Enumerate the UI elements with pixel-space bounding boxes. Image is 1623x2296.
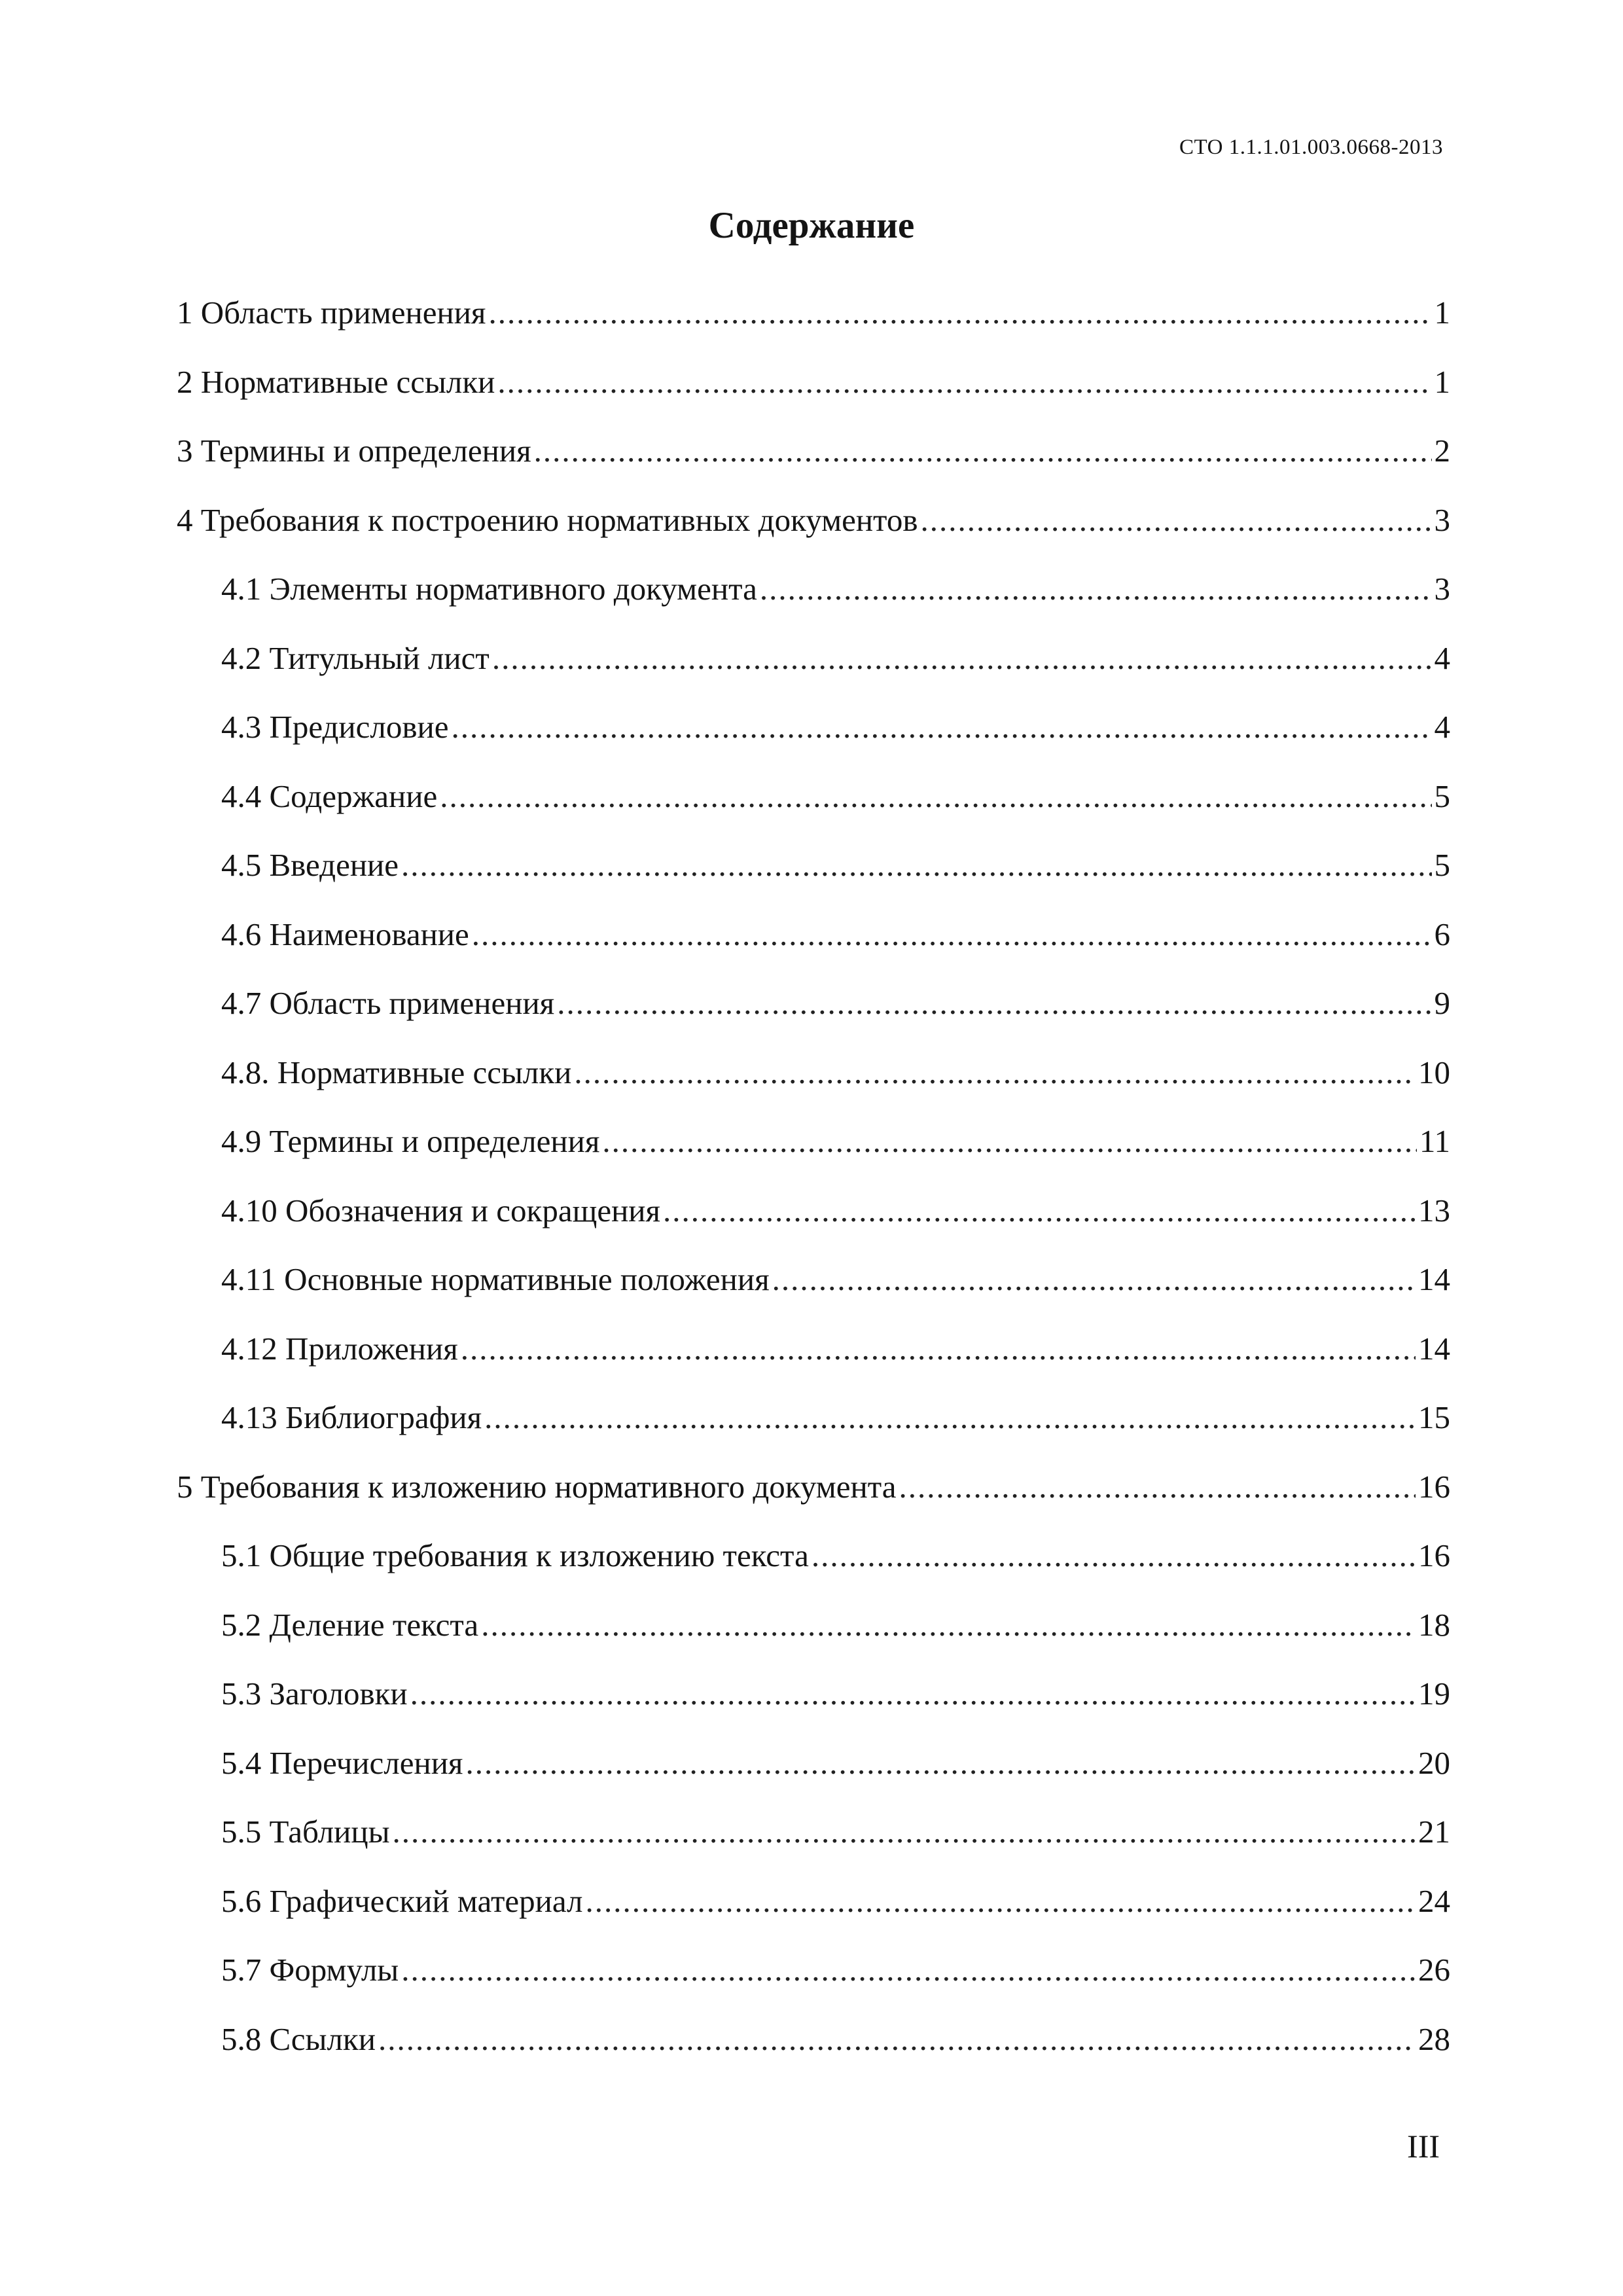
- toc-entry-page: 26: [1418, 1952, 1450, 1988]
- toc-entry-label: 4.8. Нормативные ссылки: [221, 1054, 572, 1090]
- toc-entry: [177, 1122, 1450, 1191]
- toc-entry: [177, 2020, 1450, 2089]
- toc-entry-page: 9: [1434, 985, 1450, 1021]
- toc-entry: [177, 1605, 1450, 1675]
- toc-entry-page: 11: [1419, 1123, 1450, 1159]
- toc-dot-leader: [481, 1605, 1416, 1645]
- toc-entry-label: 5.7 Формулы: [221, 1952, 399, 1988]
- toc-entry-label: 5.1 Общие требования к изложению текста: [221, 1537, 809, 1573]
- toc-entry-page: 18: [1418, 1606, 1450, 1643]
- toc-dot-leader: [920, 501, 1431, 540]
- toc-entry-page: 1: [1434, 363, 1450, 400]
- toc-dot-leader: [401, 1950, 1416, 1990]
- toc-entry-page: 5: [1434, 847, 1450, 883]
- toc-entry: [177, 431, 1450, 501]
- toc-entry-label: 5.5 Таблицы: [221, 1814, 390, 1850]
- toc-entry: [177, 1329, 1450, 1399]
- toc-entry-page: 3: [1434, 571, 1450, 607]
- toc-dot-leader: [663, 1191, 1416, 1230]
- toc-entry: [177, 777, 1450, 846]
- toc-entry-label: 4.6 Наименование: [221, 916, 469, 952]
- toc-dot-leader: [451, 708, 1431, 747]
- toc-dot-leader: [378, 2020, 1416, 2059]
- toc-entry-label: 4.3 Предисловие: [221, 709, 449, 745]
- toc-dot-leader: [410, 1674, 1416, 1713]
- toc-entry-label: 4.7 Область применения: [221, 985, 555, 1021]
- toc-entry-page: 4: [1434, 639, 1450, 676]
- toc-dot-leader: [534, 431, 1432, 471]
- toc-entry-page: 4: [1434, 709, 1450, 745]
- toc-entry-label: 4.4 Содержание: [221, 778, 438, 814]
- toc-entry: [177, 501, 1450, 570]
- toc-entry-page: 3: [1434, 501, 1450, 538]
- toc-entry-page: 28: [1418, 2020, 1450, 2057]
- toc-dot-leader: [812, 1536, 1416, 1575]
- toc-entry: [177, 569, 1450, 639]
- document-code: СТО 1.1.1.01.003.0668-2013: [1179, 135, 1443, 159]
- toc-entry: [177, 846, 1450, 915]
- toc-entry-label: 4 Требования к построению нормативных документов: [177, 501, 918, 538]
- toc-dot-leader: [497, 363, 1431, 402]
- toc-entry-label: 5.6 Графический материал: [221, 1882, 583, 1919]
- toc-entry-label: 4.13 Библиография: [221, 1399, 482, 1435]
- toc-entry: [177, 1467, 1450, 1537]
- toc-entry-label: 5.3 Заголовки: [221, 1676, 408, 1712]
- toc-dot-leader: [393, 1812, 1416, 1852]
- toc-dot-leader: [574, 1053, 1416, 1092]
- toc-entry-label: 4.9 Термины и определения: [221, 1123, 600, 1159]
- toc-entry-page: 13: [1418, 1192, 1450, 1229]
- toc-dot-leader: [602, 1122, 1416, 1161]
- toc-dot-leader: [484, 1398, 1416, 1437]
- toc-entry: [177, 708, 1450, 777]
- toc-entry: [177, 1882, 1450, 1951]
- toc-entry: [177, 639, 1450, 708]
- toc-entry-label: 4.12 Приложения: [221, 1330, 458, 1367]
- toc-entry-label: 5.4 Перечисления: [221, 1744, 463, 1781]
- toc-entry-page: 5: [1434, 778, 1450, 814]
- page-number: III: [1407, 2128, 1440, 2164]
- toc-entry-label: 4.2 Титульный лист: [221, 639, 490, 676]
- toc-entry: [177, 915, 1450, 984]
- toc-dot-leader: [461, 1329, 1416, 1369]
- toc-entry-label: 4.1 Элементы нормативного документа: [221, 571, 757, 607]
- table-of-contents: [177, 293, 1450, 2089]
- toc-dot-leader: [488, 293, 1431, 332]
- toc-entry: [177, 1398, 1450, 1467]
- toc-entry-page: 21: [1418, 1814, 1450, 1850]
- toc-entry-page: 2: [1434, 433, 1450, 469]
- toc-entry-page: 20: [1418, 1744, 1450, 1781]
- toc-entry: [177, 293, 1450, 363]
- toc-entry-page: 14: [1418, 1330, 1450, 1367]
- toc-entry-label: 4.5 Введение: [221, 847, 399, 883]
- toc-entry-page: 15: [1418, 1399, 1450, 1435]
- toc-entry-page: 16: [1418, 1468, 1450, 1505]
- toc-dot-leader: [472, 915, 1432, 954]
- toc-dot-leader: [440, 777, 1431, 816]
- toc-entry-label: 3 Термины и определения: [177, 433, 531, 469]
- toc-entry-label: 1 Область применения: [177, 295, 486, 331]
- toc-entry: [177, 363, 1450, 432]
- toc-entry: [177, 1191, 1450, 1261]
- toc-entry-page: 6: [1434, 916, 1450, 952]
- toc-entry: [177, 1260, 1450, 1329]
- toc-entry-page: 14: [1418, 1261, 1450, 1297]
- toc-entry-page: 19: [1418, 1676, 1450, 1712]
- toc-entry-label: 5 Требования к изложению нормативного документа: [177, 1468, 897, 1505]
- toc-entry: [177, 1536, 1450, 1605]
- toc-dot-leader: [557, 984, 1431, 1023]
- toc-dot-leader: [899, 1467, 1416, 1507]
- toc-entry: [177, 984, 1450, 1053]
- toc-dot-leader: [465, 1744, 1416, 1783]
- toc-entry-label: 2 Нормативные ссылки: [177, 363, 495, 400]
- toc-entry-page: 1: [1434, 295, 1450, 331]
- toc-entry-page: 10: [1418, 1054, 1450, 1090]
- page-title: Содержание: [708, 205, 915, 246]
- toc-entry-label: 4.11 Основные нормативные положения: [221, 1261, 770, 1297]
- toc-entry: [177, 1053, 1450, 1122]
- toc-dot-leader: [760, 569, 1432, 609]
- toc-dot-leader: [492, 639, 1432, 678]
- toc-dot-leader: [401, 846, 1431, 885]
- toc-entry: [177, 1744, 1450, 1813]
- toc-entry-label: 4.10 Обозначения и сокращения: [221, 1192, 661, 1229]
- toc-dot-leader: [772, 1260, 1416, 1299]
- toc-entry: [177, 1812, 1450, 1882]
- toc-entry-page: 16: [1418, 1537, 1450, 1573]
- toc-entry: [177, 1674, 1450, 1744]
- toc-dot-leader: [586, 1882, 1416, 1921]
- toc-entry: [177, 1950, 1450, 2020]
- toc-entry-label: 5.8 Ссылки: [221, 2020, 376, 2057]
- toc-entry-page: 24: [1418, 1882, 1450, 1919]
- toc-entry-label: 5.2 Деление текста: [221, 1606, 479, 1643]
